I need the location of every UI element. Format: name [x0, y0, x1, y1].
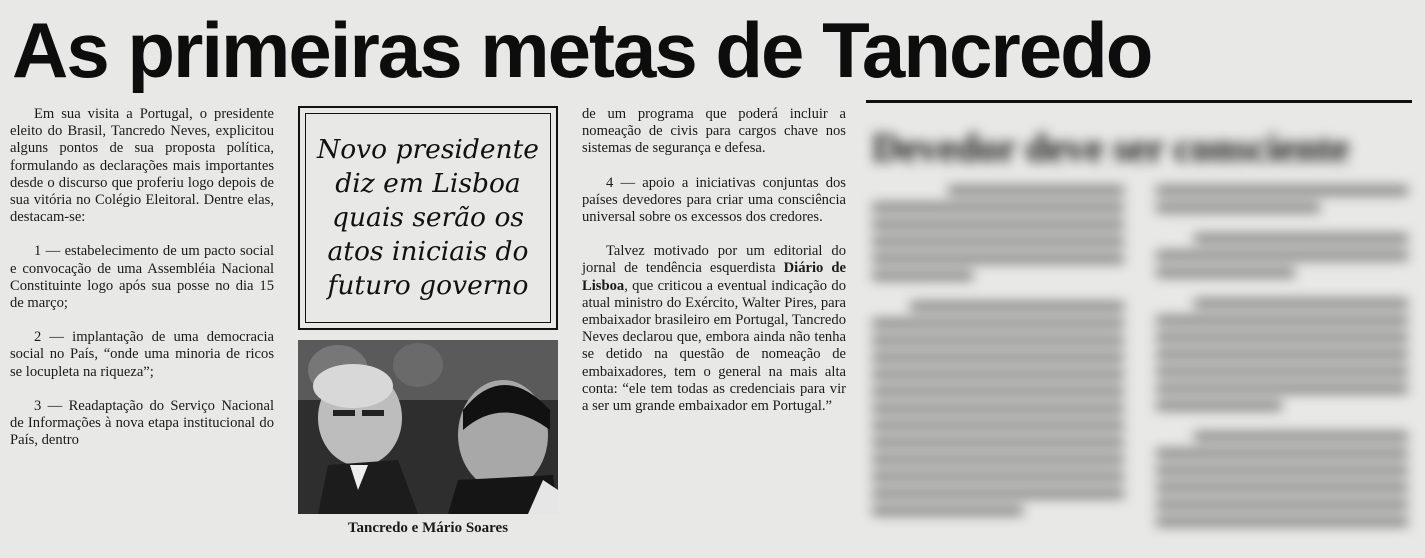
blurred-column — [872, 178, 1124, 523]
page-headline: As primeiras metas de Tancredo — [12, 6, 1152, 94]
newspaper-name: Diário de Lisboa — [582, 260, 846, 294]
paragraph-text: Talvez motivado por um editorial do jornal de tendência esquerdista — [582, 243, 846, 277]
article-paragraph: Em sua visita a Portugal, o presidente eleito do Brasil, Tancredo Neves, explicitou alguns pontos de sua proposta política, formulando as declarações mais importantes desde o discurso que proferiu logo depois de sua vitória no Colégio Eleitoral. Dentre elas, destacam-se: — [10, 106, 274, 226]
article-paragraph: 1 — estabelecimento de um pacto social e convocação de uma Assembléia Nacional Constituinte logo após sua posse no dia 15 de março; — [10, 243, 274, 312]
paragraph-text: , que criticou a eventual indicação do atual ministro do Exército, Walter Pires, para embaixador brasileiro em Portugal, Tancredo Neves declarou que, embora ainda não tenha se detido na questão de nomeação de embaixadores, tem o general na mais alta conta: “ele tem todas as credenciais para vir a ser um grande embaixador em Portugal.” — [582, 277, 846, 415]
article-paragraph — [582, 243, 846, 415]
blurred-article — [866, 108, 1412, 558]
article-column-1 — [10, 106, 274, 466]
blurred-headline: Devedor deve ser consciente — [872, 125, 1350, 170]
article-column-3 — [582, 106, 846, 432]
article-paragraph: de um programa que poderá incluir a nomeação de civis para cargos chave nos sistemas de segurança e defesa. — [582, 106, 846, 157]
callout-inner-frame — [305, 113, 551, 323]
news-photo — [298, 340, 558, 514]
photo-caption: Tancredo e Mário Soares — [347, 520, 509, 536]
article-paragraph: 2 — implantação de uma democracia social no País, “onde uma minoria de ricos se locupleta na riqueza”; — [10, 329, 274, 380]
callout-line: futuro governo — [327, 270, 529, 301]
photo-illustration — [298, 340, 558, 514]
blurred-column — [1156, 178, 1408, 534]
callout-line: Novo presidente — [317, 134, 539, 165]
section-divider — [866, 100, 1412, 103]
callout-line: quais serão os — [331, 202, 524, 233]
callout-box — [298, 106, 558, 330]
callout-line: atos iniciais do — [327, 236, 529, 267]
callout-line: diz em Lisboa — [335, 168, 521, 199]
callout-text — [317, 133, 539, 303]
article-paragraph: 4 — apoio a iniciativas conjuntas dos países devedores para criar uma consciência universal sobre os excessos dos credores. — [582, 174, 846, 226]
article-paragraph: 3 — Readaptação do Serviço Nacional de Informações à nova etapa institucional do País, dentro — [10, 397, 274, 449]
